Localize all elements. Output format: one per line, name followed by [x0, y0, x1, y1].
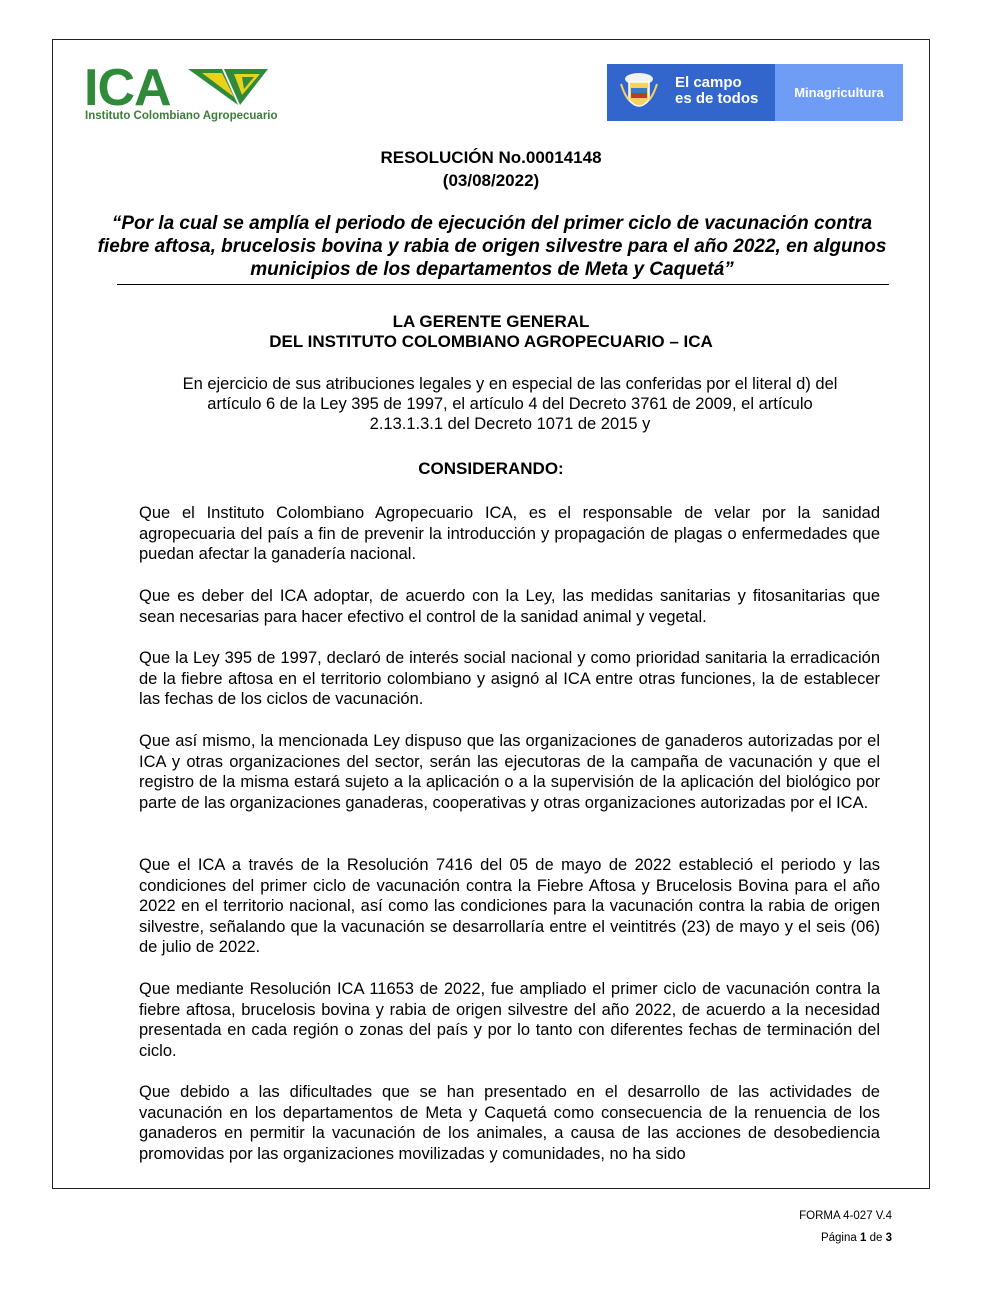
considering-paragraph: Que es deber del ICA adoptar, de acuerdo con la Ley, las medidas sanitarias y fitosanitarias que sean necesarias para hacer efectivo el control de la sanidad animal y vegetal.: [139, 587, 880, 626]
considering-paragraph: Que el ICA a través de la Resolución 7416 del 05 de mayo de 2022 estableció el periodo y las condiciones del primer ciclo de vacunación contra la Fiebre Aftosa y Brucelosis Bovina para el año 2022 en el territorio nacional, así como las condiciones para la vacunación contra la rabia de origen silvestre, señalando que la vacunación se desarrollaría entre el veintitrés (23) de mayo y el seis (06) de julio de 2022.: [139, 856, 880, 956]
authority-title: [52, 312, 930, 352]
authority-line: DEL INSTITUTO COLOMBIANO AGROPECUARIO – ICA: [269, 332, 713, 351]
form-code: FORMA 4-027 V.4: [799, 1210, 892, 1222]
page-total: 3: [885, 1232, 892, 1244]
page-separator: de: [869, 1232, 883, 1244]
gov-slogan: [675, 75, 758, 107]
ica-leaf-icon: [188, 65, 270, 107]
ministry-name: Minagricultura: [794, 85, 884, 100]
page-current: 1: [859, 1232, 867, 1244]
authority-line: LA GERENTE GENERAL: [392, 312, 590, 331]
ica-logo-name: Instituto Colombiano Agropecuario: [85, 110, 278, 122]
page-number: [821, 1232, 892, 1244]
considering-heading: CONSIDERANDO:: [418, 459, 564, 478]
legal-powers: [140, 374, 880, 434]
coat-of-arms-icon: [615, 70, 663, 116]
considering-paragraph: Que debido a las dificultades que se han presentado en el desarrollo de las actividades de vacunación en los departamentos de Meta y Caquetá como consecuencia de la renuencia de los ganaderos en permitir la vacunación de los animales, a causa de las acciones de desobediencia promovidas por las organizaciones movilizadas y comunidades, no ha sido: [139, 1083, 880, 1163]
gov-banner-right: [775, 64, 903, 121]
considering-paragraph: Que así mismo, la mencionada Ley dispuso que las organizaciones de ganaderos autorizadas por el ICA y otras organizaciones del sector, serán las ejecutoras de la campaña de vacunación y que el registro de la misma estará sujeto a la aplicación o a la supervisión de la aplicación del biológico por parte de las organizaciones ganaderas, cooperativas y otras organizaciones autorizadas por el ICA.: [139, 732, 880, 812]
resolution-number: RESOLUCIÓN No.00014148: [380, 148, 602, 167]
resolution-subject: [84, 212, 900, 281]
page-prefix: Página: [820, 1232, 857, 1244]
subject-line: fiebre aftosa, brucelosis bovina y rabia de origen silvestre para el año 2022, en algunos: [97, 236, 887, 257]
powers-line: 2.13.1.3.1 del Decreto 1071 de 2015 y: [369, 415, 651, 433]
gov-slogan-line1: El campo: [675, 74, 742, 91]
considering-paragraph: Que la Ley 395 de 1997, declaró de interés social nacional y como prioridad sanitaria la erradicación de la fiebre aftosa en el territorio colombiano y asignó al ICA entre otras funciones, la de establecer las fechas de los ciclos de vacunación.: [139, 649, 880, 708]
powers-line: En ejercicio de sus atribuciones legales y en especial de las conferidas por el literal d) del: [182, 375, 838, 393]
considering-paragraph: Que mediante Resolución ICA 11653 de 2022, fue ampliado el primer ciclo de vacunación contra la fiebre aftosa, brucelosis bovina y rabia de origen silvestre del año 2022, de acuerdo a la necesidad presentada en cada región o zonas del país y por lo tanto con diferentes fechas de terminación del ciclo.: [139, 980, 880, 1060]
gov-banner-left: [607, 64, 775, 121]
subject-underline: [117, 284, 889, 285]
ica-logo: [84, 59, 278, 126]
gov-slogan-line2: es de todos: [675, 90, 759, 107]
subject-line: municipios de los departamentos de Meta y Caquetá”: [250, 259, 734, 280]
ica-logo-acronym: ICA: [84, 59, 171, 117]
government-banner: [607, 64, 903, 121]
powers-line: artículo 6 de la Ley 395 de 1997, el artículo 4 del Decreto 3761 de 2009, el artículo: [207, 395, 813, 413]
resolution-date: (03/08/2022): [442, 171, 540, 190]
subject-line: “Por la cual se amplía el periodo de ejecución del primer ciclo de vacunación contra: [111, 213, 873, 234]
considering-paragraph: Que el Instituto Colombiano Agropecuario ICA, es el responsable de velar por la sanidad agropecuaria del país a fin de prevenir la introducción y propagación de plagas o enfermedades que puedan afectar la ganadería nacional.: [139, 504, 880, 563]
